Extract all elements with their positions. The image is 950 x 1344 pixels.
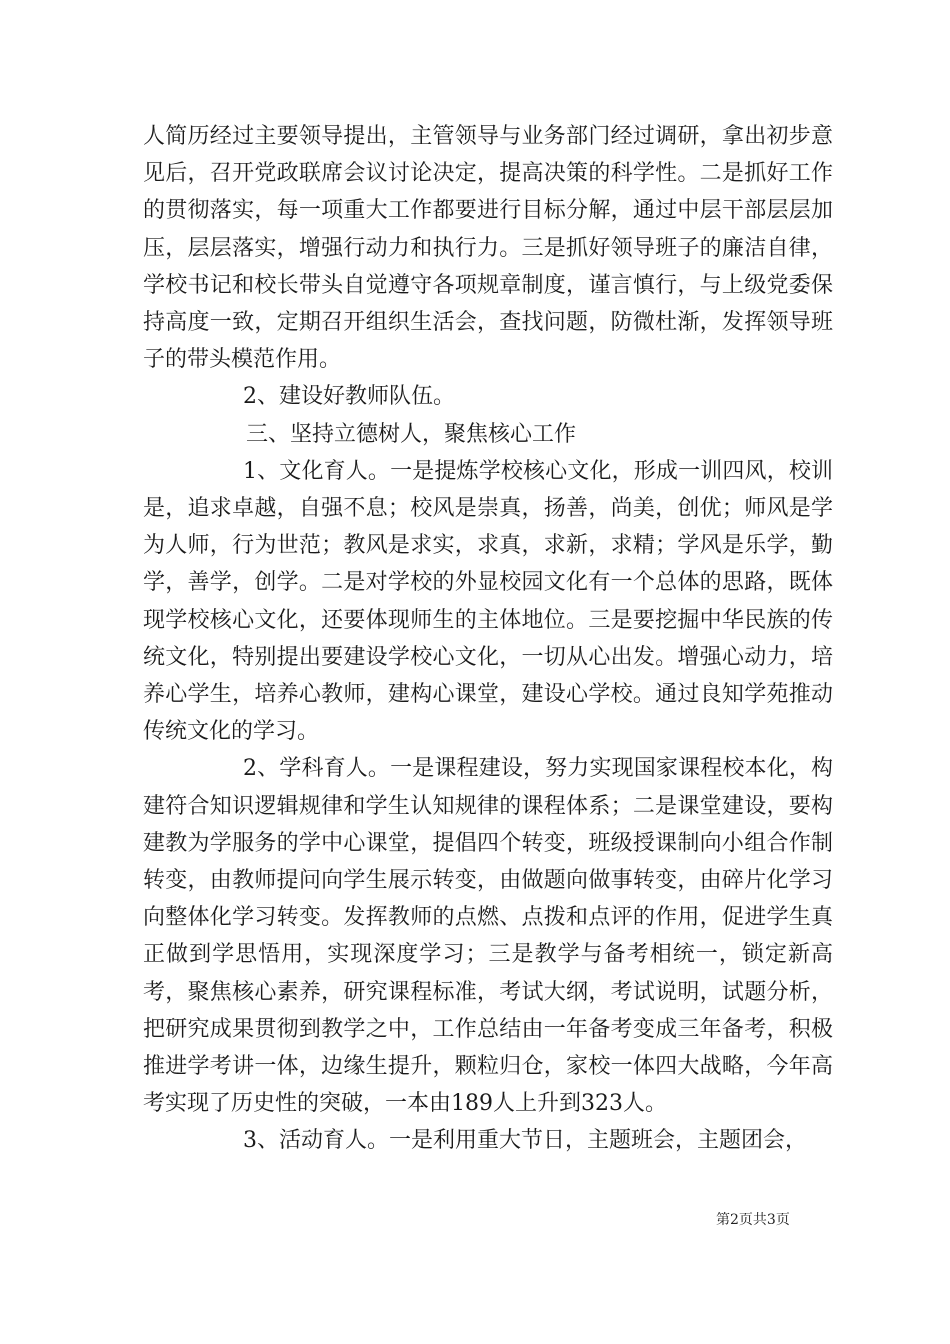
page-number: 第2页共3页 [716,1212,790,1228]
paragraph-activity-education: 3、活动育人。一是利用重大节日，主题班会，主题团会， [243,1128,807,1154]
paragraph-leadership: 人简历经过主要领导提出，主管领导与业务部门经过调研，拿出初步意见后，召开党政联席会议讨论决定，提高决策的科学性。二是抓好工作的贯彻落实，每一项重大工作都要进行目标分解，通过中层干部层层加压，层层落实，增强行动力和执行力。三是抓好领导班子的廉洁自律，学校书记和校长带头自觉遵守各项规章制度，谨言慎行，与上级党委保持高度一致，定期召开组织生活会，查找问题，防微杜渐，发挥领导班子的带头模范作用。 [143,124,833,373]
paragraph-teacher-team: 2、建设好教师队伍。 [243,384,455,410]
paragraph-subject-education: 2、学科育人。一是课程建设，努力实现国家课程校本化，构建符合知识逻辑规律和学生认知规律的课程体系；二是课堂建设，要构建教为学服务的学中心课堂，提倡四个转变，班级授课制向小组合作制转变，由教师提问向学生展示转变，由做题向做事转变，由碎片化学习向整体化学习转变。发挥教师的点燃、点拨和点评的作用，促进学生真正做到学思悟用，实现深度学习；三是教学与备考相统一，锁定新高考，聚焦核心素养，研究课程标准，考试大纲，考试说明，试题分析，把研究成果贯彻到教学之中，工作总结由一年备考变成三年备考，积极推进学考讲一体，边缘生提升，颗粒归仓，家校一体四大战略，今年高考实现了历史性的突破，一本由189人上升到323人。 [143,756,833,1117]
document-body [143,118,833,1160]
paragraph-culture-education: 1、文化育人。一是提炼学校核心文化，形成一训四风，校训是，追求卓越，自强不息；校风是崇真，扬善，尚美，创优；师风是学为人师，行为世范；教风是求实，求真，求新，求精；学风是乐学，勤学，善学，创学。二是对学校的外显校园文化有一个总体的思路，既体现学校核心文化，还要体现师生的主体地位。三是要挖掘中华民族的传统文化，特别提出要建设学校心文化，一切从心出发。增强心动力，培养心学生，培养心教师，建构心课堂，建设心学校。通过良知学苑推动传统文化的学习。 [143,458,833,745]
section-heading-three: 三、坚持立德树人，聚焦核心工作 [246,421,577,447]
